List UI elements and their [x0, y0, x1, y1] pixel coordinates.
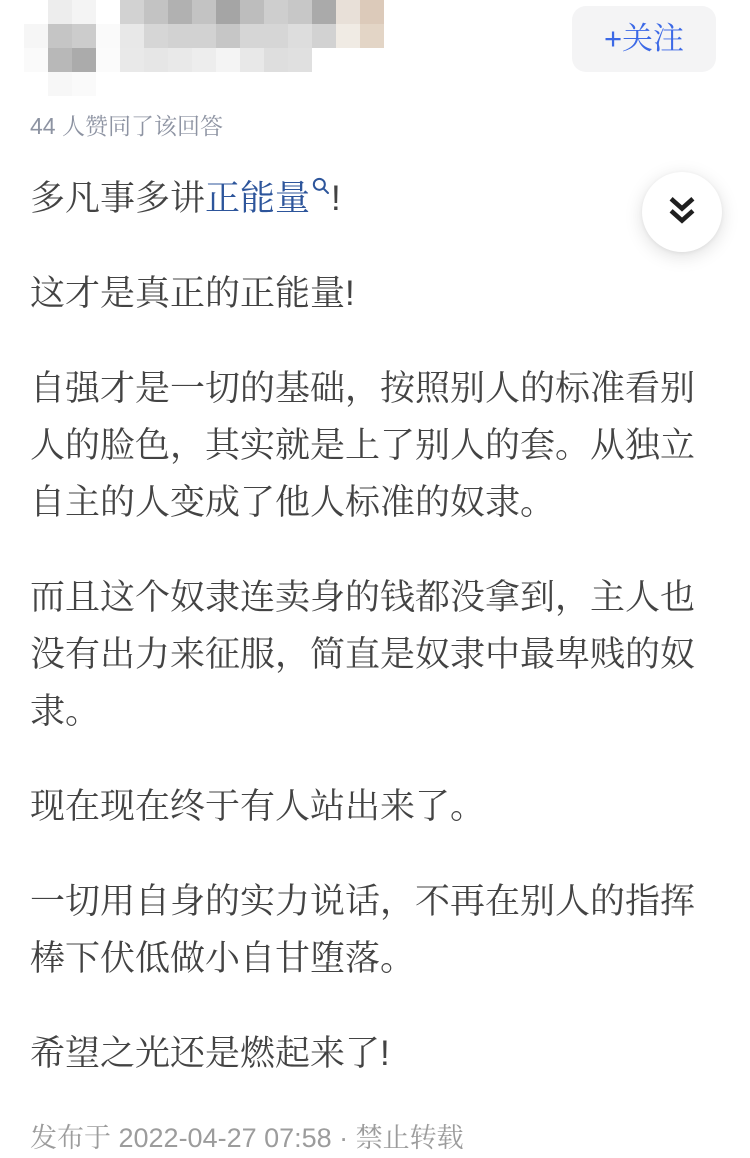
upvote-count: 44 人赞同了该回答: [30, 113, 223, 139]
search-icon: [311, 176, 331, 196]
answer-header: [24, 0, 720, 96]
paragraph: 希望之光还是燃起来了!: [30, 1034, 390, 1073]
paragraph-list: [30, 265, 720, 1082]
paragraph: 一切用自身的实力说话，不再在别人的指挥棒下伏低做小自甘堕落。: [30, 882, 696, 978]
paragraph: 自强才是一切的基础，按照别人的标准看别人的脸色，其实就是上了别人的套。从独立自主的人变成了他人标准的奴隶。: [30, 369, 696, 522]
paragraph-with-link: [30, 170, 720, 227]
follow-button[interactable]: +关注: [572, 6, 716, 72]
paragraph-text: !: [331, 179, 341, 218]
paragraph-text: 多凡事多讲: [30, 179, 206, 218]
collapse-fab[interactable]: [642, 172, 722, 252]
topic-link-label: 正能量: [205, 179, 311, 218]
paragraph: 这才是真正的正能量!: [30, 274, 355, 313]
double-chevron-down-icon: [663, 193, 701, 231]
publish-info: 发布于 2022-04-27 07:58 · 禁止转载: [30, 1123, 464, 1153]
paragraph: 而且这个奴隶连卖身的钱都没拿到，主人也没有出力来征服，简直是奴隶中最卑贱的奴隶。: [30, 578, 696, 731]
topic-link[interactable]: [205, 179, 331, 218]
paragraph: 现在现在终于有人站出来了。: [30, 787, 486, 826]
censored-author-info: [24, 0, 384, 96]
answer-body: [30, 170, 720, 1082]
